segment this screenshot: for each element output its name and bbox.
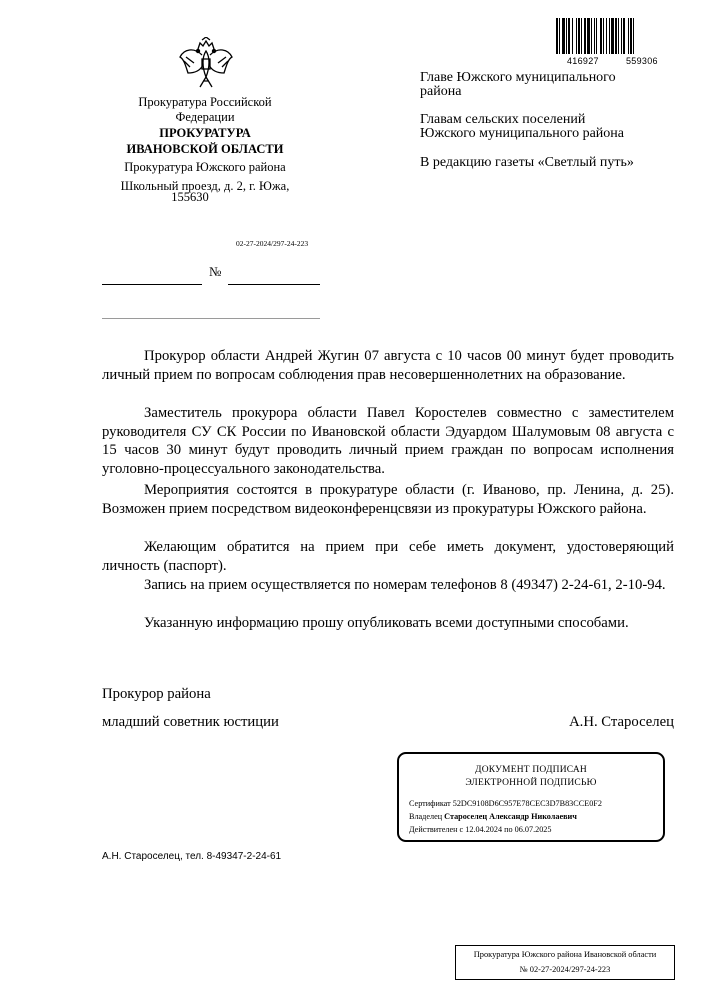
stamp-title-line1: ДОКУМЕНТ ПОДПИСАН bbox=[475, 765, 587, 775]
barcode-digits-left: 416927 bbox=[567, 56, 599, 66]
stamp-valid-to: 06.07.2025 bbox=[514, 825, 552, 834]
stamp-valid-from: 12.04.2024 bbox=[465, 825, 503, 834]
body-paragraph-3: Мероприятия состоятся в прокуратуре области (г. Иваново, пр. Ленина, д. 25). Возможен прием посредством видеоконференцсвязи из прокуратуры Южского района. bbox=[102, 482, 674, 517]
org-title-line2: ИВАНОВСКОЙ ОБЛАСТИ bbox=[126, 142, 284, 156]
body-paragraph-5: Запись на прием осуществляется по номерам телефонов 8 (49347) 2-24-61, 2-10-94. bbox=[144, 577, 666, 593]
body-paragraph-1: Прокурор области Андрей Жугин 07 августа с 10 часов 00 минут будет проводить личный прием по вопросам соблюдения прав несовершеннолетних на образование. bbox=[102, 348, 674, 383]
stamp-valid-from-word: с bbox=[459, 825, 464, 834]
outgoing-reg-number: 02-27-2024/297-24-223 bbox=[236, 239, 309, 248]
stamp-owner-label: Владелец bbox=[409, 812, 443, 821]
coat-of-arms-emblem bbox=[176, 37, 236, 93]
executor-contact: А.Н. Староселец, тел. 8-49347-2-24-61 bbox=[102, 851, 282, 862]
reply-blank-line bbox=[102, 318, 320, 319]
org-title-line1: ПРОКУРАТУРА bbox=[159, 126, 251, 140]
number-sign: № bbox=[209, 264, 222, 279]
recipient-2-line1: Главам сельских поселений bbox=[420, 112, 586, 127]
signer-name: А.Н. Староселец bbox=[569, 714, 674, 730]
stamp-title-line2: ЭЛЕКТРОННОЙ ПОДПИСЬЮ bbox=[465, 778, 597, 788]
stamp-validity-row bbox=[409, 825, 551, 834]
registration-org: Прокуратура Южского района Ивановской области bbox=[473, 950, 657, 959]
body-paragraph-2: Заместитель прокурора области Павел Коростелев совместно с заместителем руководителя СУ СК России по Ивановской области Эдуардом Шалумовым 08 августа с 15 часов 30 минут будут проводить личный прием граждан по вопросам исполнения уголовно-процессуального законодательства. bbox=[102, 405, 674, 477]
body-paragraph-6: Указанную информацию прошу опубликовать всеми доступными способами. bbox=[144, 615, 629, 631]
body-paragraph-4: Желающим обратится на прием при себе иметь документ, удостоверяющий личность (паспорт). bbox=[102, 539, 674, 574]
electronic-signature-stamp bbox=[397, 752, 665, 842]
signer-position-line1: Прокурор района bbox=[102, 686, 211, 702]
stamp-certificate-row bbox=[409, 799, 602, 808]
stamp-cert-label: Сертификат bbox=[409, 799, 451, 808]
stamp-cert-value: 52DC9108D6C957E78CEC3D7B83CCE0F2 bbox=[452, 799, 602, 808]
recipient-3: В редакцию газеты «Светлый путь» bbox=[420, 155, 634, 170]
registration-number: № 02-27-2024/297-24-223 bbox=[519, 965, 611, 974]
org-name-line2: Федерации bbox=[175, 110, 235, 124]
org-address-line1: Школьный проезд, д. 2, г. Южа, bbox=[120, 179, 290, 193]
stamp-valid-to-word: по bbox=[504, 825, 513, 834]
barcode-digits-right: 559306 bbox=[626, 56, 658, 66]
registration-box bbox=[455, 945, 675, 980]
barcode bbox=[556, 18, 678, 58]
signer-position-line2: младший советник юстиции bbox=[102, 714, 279, 730]
org-address-line2: 155630 bbox=[171, 190, 209, 204]
recipient-2-line2: Южского муниципального района bbox=[420, 126, 625, 141]
date-blank-line bbox=[102, 284, 202, 285]
recipient-1-line1: Главе Южского муниципального bbox=[420, 70, 616, 85]
recipient-1-line2: района bbox=[420, 84, 462, 99]
stamp-valid-label: Действителен bbox=[409, 825, 458, 834]
org-name-line1: Прокуратура Российской bbox=[138, 95, 272, 109]
stamp-owner-row bbox=[409, 812, 577, 821]
number-blank-line bbox=[228, 284, 320, 285]
org-district: Прокуратура Южского района bbox=[124, 160, 286, 174]
stamp-owner-value: Староселец Александр Николаевич bbox=[444, 812, 577, 821]
